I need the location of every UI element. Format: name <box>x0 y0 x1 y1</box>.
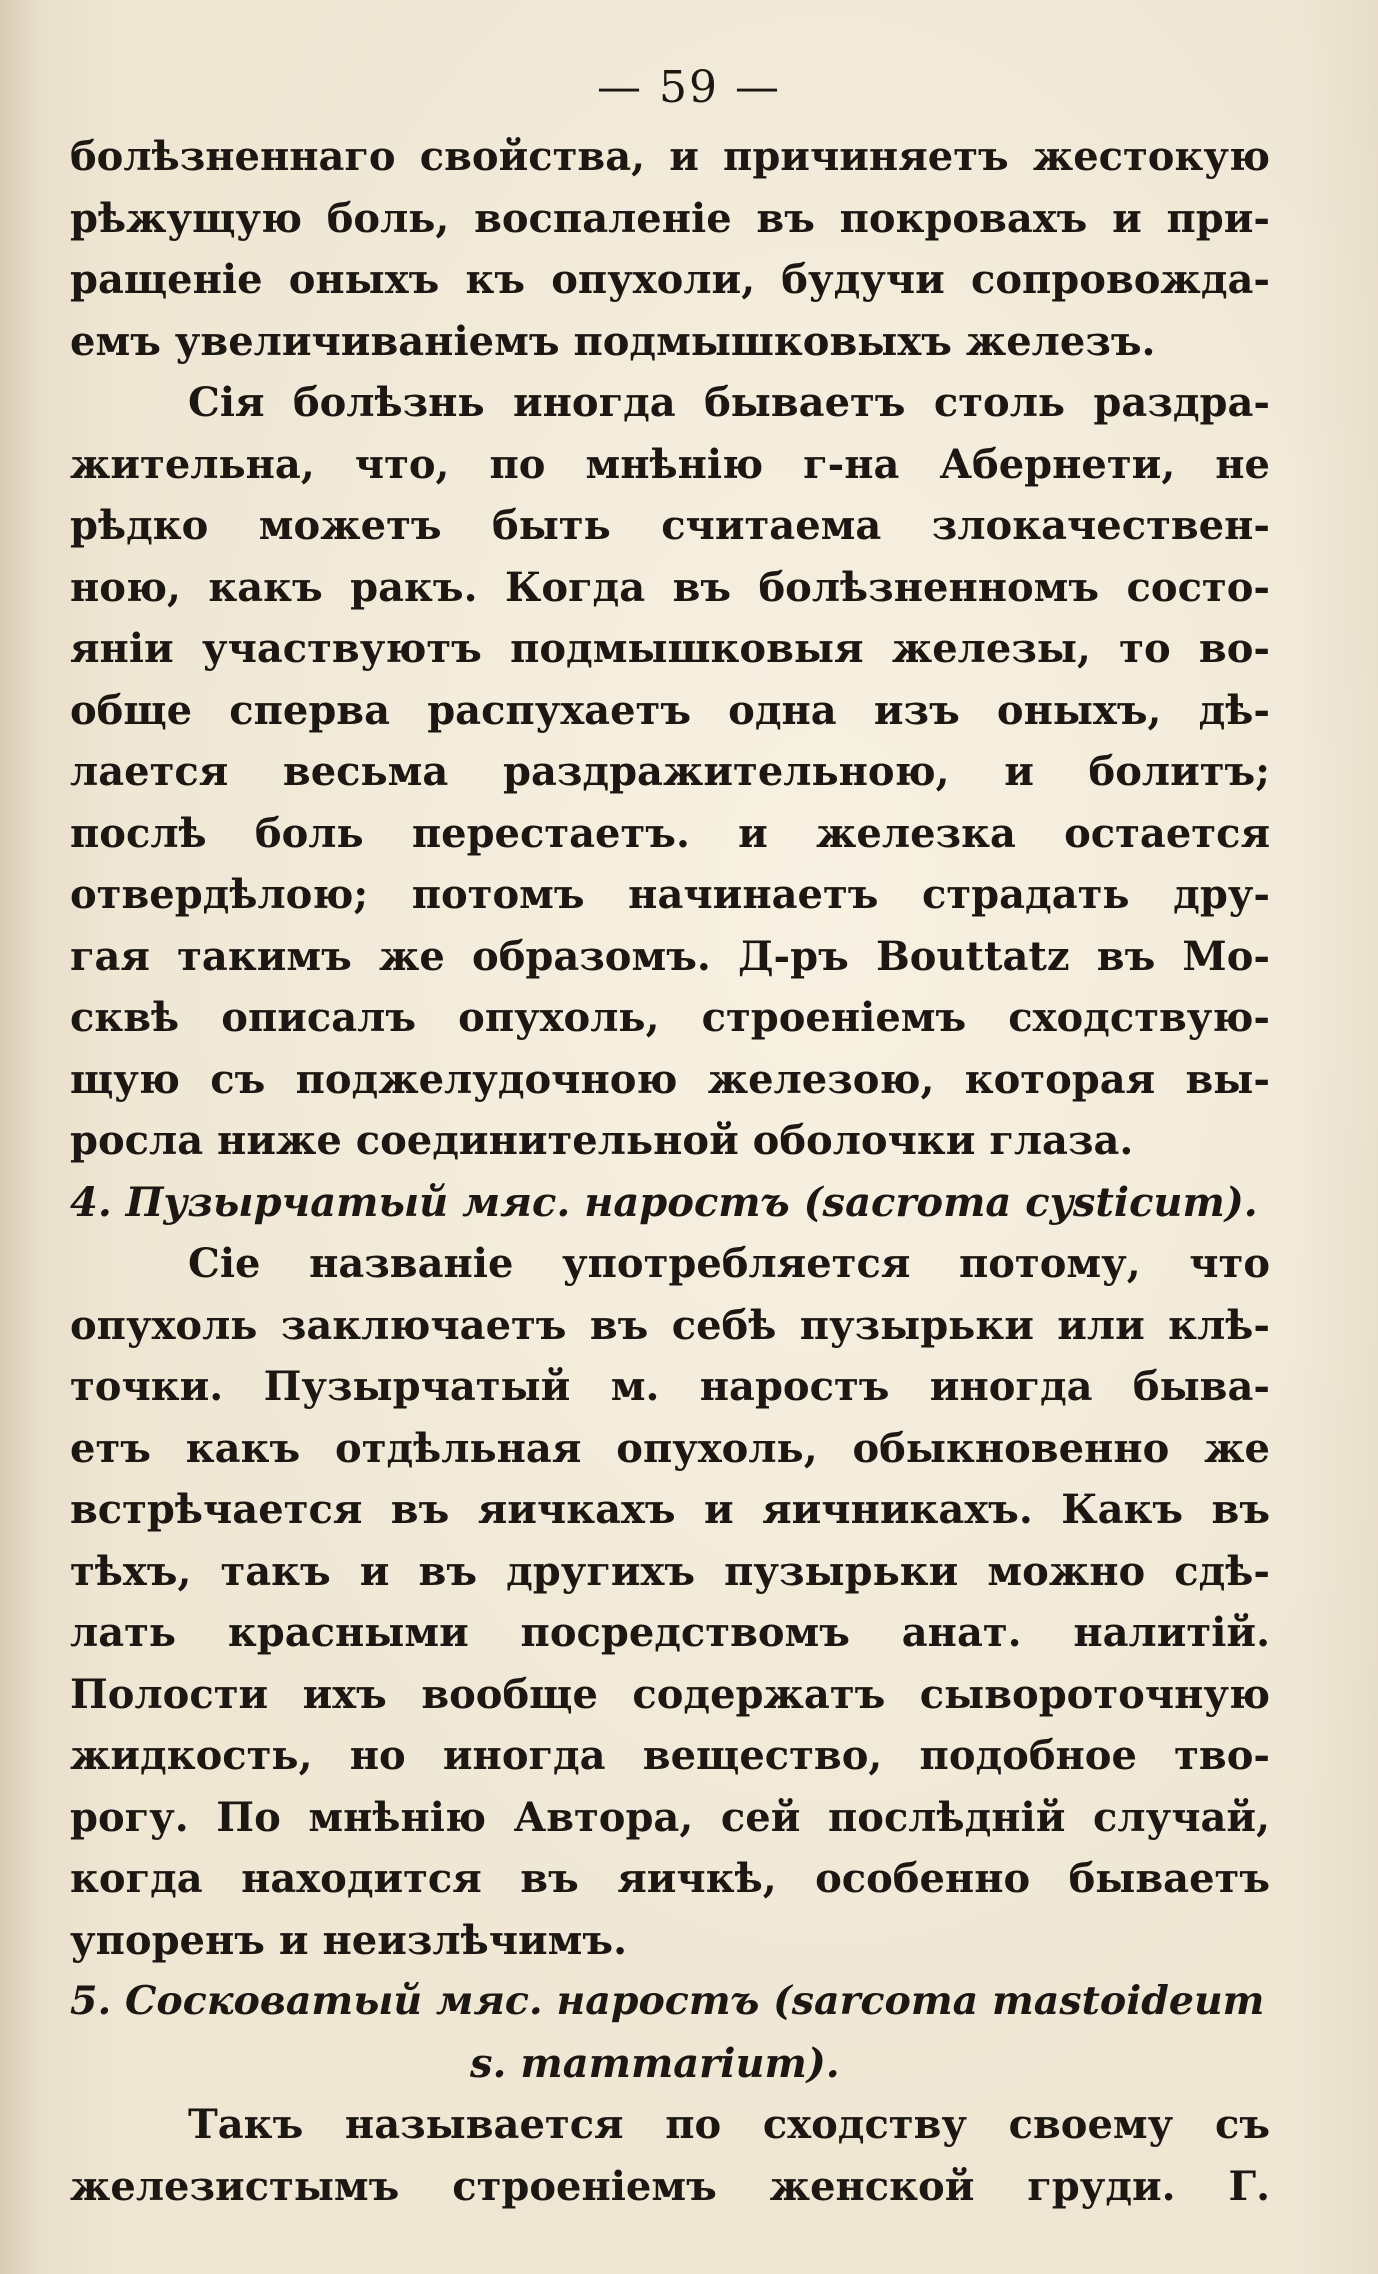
text-line: болѣзненнаго свойства, и причиняетъ жестокую <box>70 133 1270 180</box>
text-line: когда находится въ яичкѣ, особенно бываетъ <box>70 1855 1270 1902</box>
text-line: жидкость, но иногда вещество, подобное тво- <box>70 1732 1270 1779</box>
text-line: железистымъ строеніемъ женской груди. Г. <box>70 2162 1270 2210</box>
text-line: точки. Пузырчатый м. наростъ иногда быва- <box>70 1363 1270 1410</box>
text-line: рѣжущую боль, воспаленіе въ покровахъ и при- <box>70 194 1270 242</box>
text-line: обще сперва распухаетъ одна изъ оныхъ, дѣ- <box>70 686 1270 734</box>
text-line: емъ увеличиваніемъ подмышковыхъ железъ. <box>70 317 1156 365</box>
body-text <box>70 126 1270 2217</box>
text-line: рогу. По мнѣнію Автора, сей послѣдній случай, <box>70 1793 1270 1841</box>
section-heading-4: 4. Пузырчатый мяс. наростъ (sacroma cysticum). <box>70 1178 1258 1226</box>
text-line: жительна, что, по мнѣнію г-на Абернети, не <box>70 440 1270 488</box>
text-line: етъ какъ отдѣльная опухоль, обыкновенно же <box>70 1424 1270 1472</box>
page-number: — 59 — <box>597 62 781 113</box>
text-line: ною, какъ ракъ. Когда въ болѣзненномъ состо- <box>70 563 1270 611</box>
text-line: лается весьма раздражительною, и болитъ; <box>70 748 1270 795</box>
text-line: упоренъ и неизлѣчимъ. <box>70 1916 628 1964</box>
text-line: лать красными посредствомъ анат. налитій. <box>70 1609 1270 1656</box>
text-line: Сія болѣзнь иногда бываетъ столь раздра- <box>188 379 1270 426</box>
text-line: яніи участвуютъ подмышковыя железы, то во- <box>70 625 1270 672</box>
text-line: рѣдко можетъ быть считаема злокачествен- <box>70 502 1270 549</box>
text-line: Сіе названіе употребляется потому, что <box>188 1240 1270 1287</box>
text-line: сквѣ описалъ опухоль, строеніемъ сходствую- <box>70 994 1270 1041</box>
text-line: встрѣчается въ яичкахъ и яичникахъ. Какъ въ <box>70 1486 1270 1533</box>
text-line: росла ниже соединительной оболочки глаза. <box>70 1117 1134 1164</box>
text-line: ращеніе оныхъ къ опухоли, будучи сопровожда- <box>70 256 1270 303</box>
text-line: опухоль заключаетъ въ себѣ пузырьки или клѣ- <box>70 1301 1270 1349</box>
text-line: гая такимъ же образомъ. Д-ръ Bouttatz въ Мо- <box>70 932 1270 980</box>
text-line: тѣхъ, такъ и въ другихъ пузырьки можно сдѣ- <box>70 1547 1270 1595</box>
section-heading-5: 5. Сосковатый мяс. наростъ (sarcoma mastoideum <box>70 1978 1265 2024</box>
text-line: Такъ называется по сходству своему съ <box>188 2101 1270 2148</box>
section-heading-5-continuation: s. mammarium). <box>470 2039 840 2087</box>
text-line: послѣ боль перестаетъ. и железка остается <box>70 809 1270 857</box>
text-line: Полости ихъ вообще содержатъ сывороточную <box>70 1670 1270 1718</box>
text-line: отвердѣлою; потомъ начинаетъ страдать дру- <box>70 871 1270 918</box>
text-line: щую съ поджелудочною железою, которая вы- <box>70 1055 1270 1103</box>
